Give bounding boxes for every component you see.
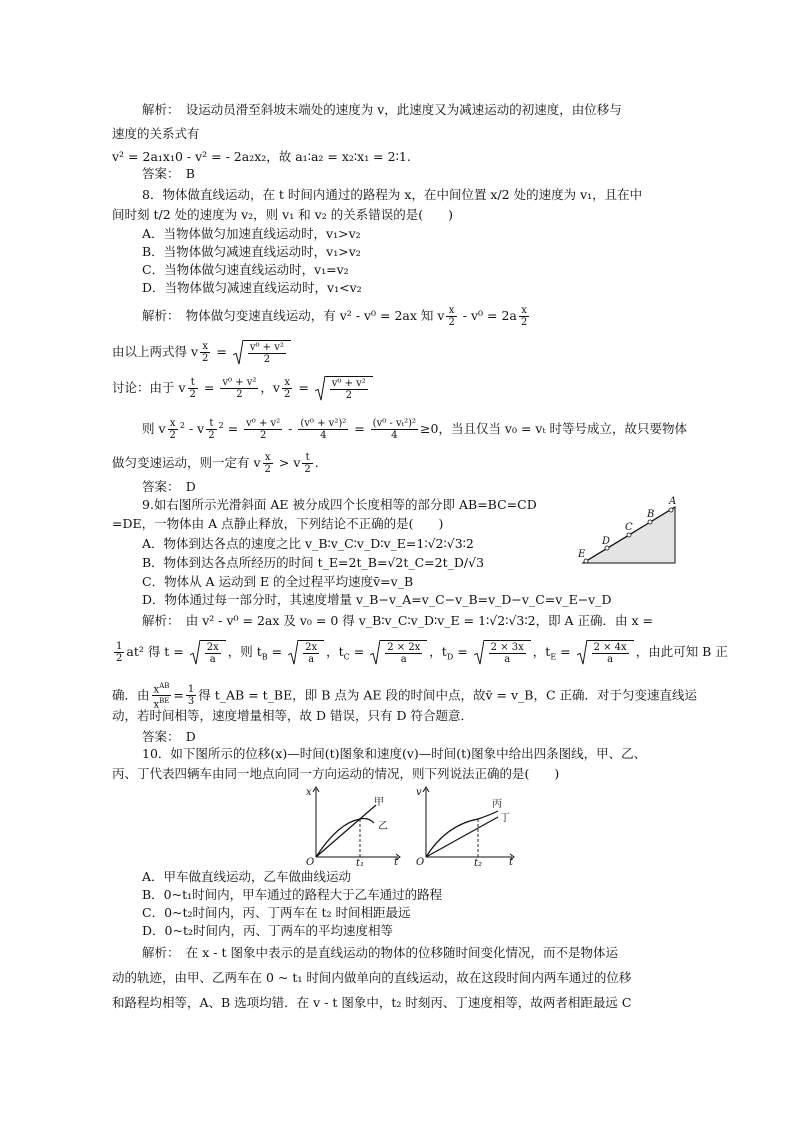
- solution-8-line-5: 做匀变速运动，则一定有 v $\frac{x}{2}$ > v $\frac{t}{2}$ .: [112, 452, 319, 475]
- v-t-ylabel: v: [416, 787, 422, 798]
- question-10-line-2: 丙、丁代表四辆车由同一地点向同一方向运动的情况，则下列说法正确的是( ): [112, 766, 560, 781]
- question-8-option-a: A．当物体做匀加速直线运动时，v₁>v₂: [142, 226, 361, 241]
- fraction-x-over-2: $\frac{x}{2}$: [520, 305, 528, 328]
- fraction-x-over-2: $\frac{x}{2}$: [448, 305, 455, 328]
- point-b-marker: [648, 520, 652, 524]
- point-d-label: D: [602, 536, 611, 547]
- v-t-xlabel: t: [509, 857, 514, 867]
- question-9-option-c: C．物体从 A 运动到 E 的全过程平均速度v̄=v_B: [142, 574, 414, 589]
- solution-8-line-3: 讨论：由于 v $\frac{t}{2}$ = $\frac{\text{v⁰ + v²}}{2}$ ，v $\frac{x}{2}$ = $\frac{\text{v⁰ + v²}}{2}$: [112, 376, 375, 401]
- x-t-origin: O: [306, 857, 315, 867]
- question-8-option-d: D．当物体做匀减速直线运动时，v₁<v₂: [142, 280, 362, 295]
- solution-8-text: 解析： 物体做匀变速直线运动，有 v² - v⁰ = 2ax 知 v: [142, 308, 445, 323]
- x-t-graph: [302, 785, 404, 867]
- fraction-x-over-2: $\frac{x}{2}$: [202, 341, 209, 364]
- solution-9-text: at² 得 t =: [126, 644, 184, 659]
- sqrt-expression: $\frac{2 \times 4x}{a}$: [577, 640, 634, 665]
- solution-7-line-2: 速度的关系式有: [112, 126, 200, 141]
- curve-ding: [426, 817, 498, 857]
- v-t-graph: [412, 785, 520, 867]
- solution-9-text-b: ，由此可知 B 正: [635, 644, 728, 659]
- solution-9-text-b: 得 t_AB = t_BE，即 B 点为 AE 段的时间中点，故v̄ = v_B，C 正确．对于匀变速直线运: [198, 687, 697, 703]
- question-10-option-c: C．0~t₂时间内，丙、丁两车在 t₂ 时间相距最远: [142, 905, 411, 920]
- solution-8-line-2: 由以上两式得 v $\frac{x}{2}$ = $\frac{\text{v⁰ + v²}}{2}$: [112, 340, 293, 365]
- curve-bing-label: 丙: [492, 799, 502, 810]
- solution-8-text: 讨论：由于 v: [112, 380, 186, 395]
- question-9-line-1: 9.如右图所示光滑斜面 AE 被分成四个长度相等的部分即 AB=BC=CD: [142, 497, 537, 512]
- v-t-origin: O: [416, 857, 425, 867]
- curve-jia: [316, 805, 376, 857]
- answer-8: 答案： D: [142, 479, 196, 494]
- sqrt-expression: $\frac{2x}{a}$: [288, 640, 324, 665]
- question-9-option-d: D．物体通过每一部分时，其速度增量 v_B−v_A=v_C−v_B=v_D−v_C=v_E−v_D: [142, 592, 612, 607]
- question-9-option-b: B．物体到达各点所经历的时间 t_E=2t_B=√2t_C=2t_D/√3: [142, 555, 485, 570]
- question-9-option-a: A．物体到达各点的速度之比 v_B∶v_C∶v_D∶v_E=1∶√2∶√3∶2: [142, 536, 474, 551]
- solution-9-line-1: 解析： 由 v² - v⁰ = 2ax 及 v₀ = 0 得 v_B∶v_C∶v_D∶v_E = 1∶√2∶√3∶2，即 A 正确．由 x =: [142, 613, 654, 628]
- solution-10-line-2: 动的轨迹，由甲、乙两车在 0 ~ t₁ 时间内做单向的直线运动，故在这段时间内两车通过的位移: [112, 970, 632, 985]
- point-c-marker: [627, 533, 631, 537]
- question-10-option-a: A．甲车做直线运动，乙车做曲线运动: [142, 869, 352, 884]
- point-a-marker: [669, 508, 673, 512]
- solution-10-line-1: 解析： 在 x - t 图象中表示的是直线运动的物体的位移随时间变化情况，而不是物体运: [142, 945, 618, 960]
- curve-yi-label: 乙: [378, 821, 388, 832]
- curve-bing: [426, 811, 498, 857]
- solution-8-text-b: - v⁰ = 2a: [458, 308, 517, 323]
- sqrt-expression: $\frac{\text{v⁰ + v²}}{2}$: [233, 340, 291, 365]
- solution-7-equation: v² = 2a₁x₁0 - v² = - 2a₂x₂，故 a₁∶a₂ = x₂∶x₁ = 2∶1.: [112, 149, 411, 164]
- answer-7: 答案： B: [142, 166, 195, 181]
- solution-9-line-4: 动，若时间相等，速度增量相等，故 D 错误，只有 D 符合题意．: [112, 708, 473, 723]
- curve-jia-label: 甲: [374, 797, 384, 808]
- sqrt-expression: $\frac{2x}{a}$: [190, 640, 226, 665]
- solution-8-line-4: 则 v $\frac{x}{2}$ $^2$ - v $\frac{t}{2}$ $^2$ = $\frac{\text{v⁰ + v²}}{2}$ - $\frac{\text{(v⁰ + v²)²}}{4}$ = $\frac{\text{(v⁰ - vₜ²)²}}{4}$ ≥0，当且仅当 v₀ = vₜ 时等号成立，故只要物体: [142, 418, 688, 442]
- x-t-ylabel: x: [306, 787, 312, 798]
- question-9-line-2: =DE，一物体由 A 点静止释放，下列结论不正确的是( ): [112, 516, 444, 531]
- solution-9-text: 确．由: [112, 687, 150, 703]
- v-t-time-axis: [426, 854, 514, 860]
- solution-10-line-3: 和路程均相等，A、B 选项均错．在 v - t 图象中，t₂ 时刻丙、丁速度相等，故两者相距最远 C: [112, 995, 632, 1010]
- solution-8-line-1: [142, 305, 531, 328]
- sqrt-expression: $\frac{2 \times 2x}{a}$: [370, 640, 427, 665]
- t2-label: t₂: [474, 858, 483, 867]
- incline-figure: [575, 493, 683, 569]
- x-t-position-axis: [313, 787, 319, 857]
- curve-yi: [316, 819, 374, 858]
- t1-label: t₁: [356, 858, 365, 867]
- point-e-label: E: [578, 549, 586, 560]
- solution-8-text: 由以上两式得 v: [112, 344, 199, 359]
- sqrt-expression: $\frac{\text{v⁰ + v²}}{2}$: [315, 376, 373, 401]
- solution-9-line-3: 确．由 $\frac{x^{AB}}{x^{BE}}$ = $\frac{1}{3}$ 得 t_AB = t_BE，即 B 点为 AE 段的时间中点，故v̄ = v_B，C 正确．对于匀变速直线运: [112, 682, 697, 711]
- question-8-line-2: 间时刻 t/2 处的速度为 v₂，则 v₁ 和 v₂ 的关系错误的是( ): [112, 207, 453, 222]
- solution-8-text-b: ≥0，当且仅当 v₀ = vₜ 时等号成立，故只要物体: [420, 421, 688, 437]
- question-8-line-1: 8．物体做直线运动，在 t 时间内通过的路程为 x，在中间位置 x/2 处的速度为 v₁，且在中: [142, 187, 643, 202]
- point-a-label: A: [669, 496, 677, 507]
- curve-ding-label: 丁: [500, 813, 510, 824]
- question-8-option-b: B．当物体做匀减速直线运动时，v₁>v₂: [142, 244, 361, 259]
- question-10-line-1: 10．如下图所示的位移(x)—时间(t)图象和速度(v)—时间(t)图象中给出四条图线，甲、乙、: [142, 746, 647, 761]
- question-10-option-b: B．0~t₁时间内，甲车通过的路程大于乙车通过的路程: [142, 887, 443, 902]
- solution-8-text: 做匀变速运动，则一定有 v: [112, 455, 261, 470]
- point-c-label: C: [625, 522, 633, 533]
- question-8-option-c: C．当物体做匀速直线运动时，v₁=v₂: [142, 262, 349, 277]
- answer-9: 答案： D: [142, 729, 196, 744]
- point-b-label: B: [647, 509, 655, 520]
- v-t-velocity-axis: [423, 787, 429, 857]
- question-10-option-d: D．0~t₂时间内，丙、丁两车的平均速度相等: [142, 923, 393, 938]
- x-t-xlabel: t: [394, 857, 399, 867]
- solution-9-line-2: $\frac{1}{2}$ at² 得 t = $\frac{2x}{a}$ ，则 $t_B$ = $\frac{2x}{a}$ ，$t_C$ = $\frac{2 \times 2x}{a}$ ，$t_D$ = $\frac{2 \times 3x}{a}$ ，$t_E$ = $\frac{2 \times 4x}{a}$ ，由此可知 B 正: [116, 641, 728, 665]
- solution-7-line-1: 解析： 设运动员滑至斜坡末端处的速度为 v，此速度又为减速运动的初速度，由位移与: [142, 102, 622, 117]
- solution-8-text: 则 v: [142, 421, 166, 437]
- sqrt-expression: $\frac{2 \times 3x}{a}$: [474, 640, 531, 665]
